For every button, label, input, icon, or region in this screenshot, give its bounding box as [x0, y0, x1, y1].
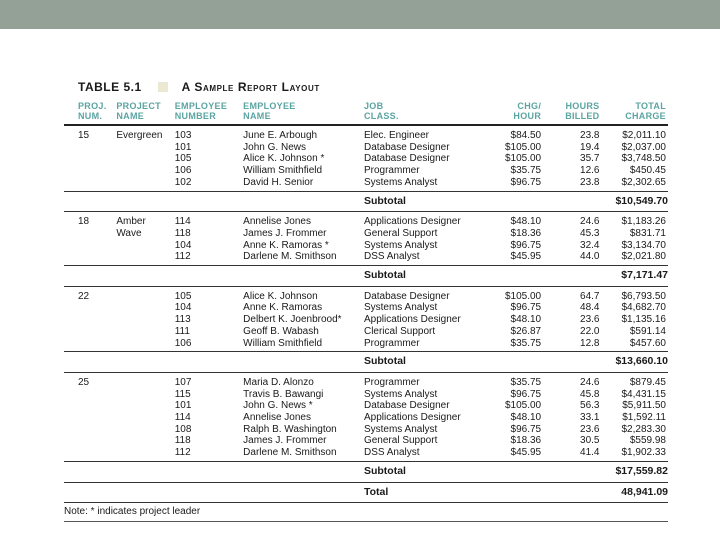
blank-cell: [116, 266, 174, 287]
employee-number-cell: 101: [174, 400, 192, 412]
employee-number-cell: 114: [174, 216, 191, 228]
table-row: [64, 153, 668, 165]
table-title: A Sample Report Layout: [181, 80, 320, 94]
employee-number-cell: 104: [174, 302, 192, 314]
blank-cell: [483, 461, 541, 482]
col-total-charge: TOTAL CHARGE: [600, 99, 669, 125]
blank-cell: [64, 461, 116, 482]
hours-billed-cell: 30.5: [580, 435, 600, 447]
employee-number-cell: 106: [174, 337, 192, 349]
chg-hour-cell: $18.36: [510, 435, 542, 447]
blank-cell: [243, 482, 364, 503]
employee-number-cell: 113: [174, 314, 191, 326]
hours-billed-cell: 19.4: [580, 141, 600, 153]
chg-hour-cell: $96.75: [510, 176, 542, 188]
total-charge-cell: $5,911.50: [622, 400, 666, 412]
proj-num-cell: [64, 338, 116, 352]
project-name-cell: [116, 326, 174, 338]
chg-hour-cell: $45.95: [510, 251, 542, 263]
hours-billed-cell: 32.4: [580, 239, 600, 251]
total-charge-cell: $2,021.80: [621, 251, 666, 263]
proj-num-cell: [64, 435, 116, 447]
blank-cell: [175, 191, 243, 212]
table-row: [64, 125, 668, 142]
project-name-cell: [116, 412, 174, 424]
subtotal-row: [64, 266, 668, 287]
table-row: [64, 251, 668, 265]
proj-num-cell: 25: [78, 376, 90, 388]
hours-billed-cell: 44.0: [580, 251, 600, 263]
chg-hour-cell: $105.00: [504, 141, 542, 153]
blank-cell: [116, 191, 174, 212]
employee-name-cell: Darlene M. Smithson: [243, 251, 337, 263]
blank-cell: [243, 461, 364, 482]
project-name-cell: Wave: [116, 227, 142, 239]
employee-name-cell: Anne K. Ramoras *: [243, 239, 329, 251]
chg-hour-cell: $18.36: [510, 227, 542, 239]
blank-cell: [175, 352, 243, 373]
table-row: [64, 240, 668, 252]
hours-billed-cell: 56.3: [580, 400, 600, 412]
blank-cell: [541, 352, 599, 373]
employee-number-cell: 118: [174, 435, 191, 447]
proj-num-cell: [64, 424, 116, 436]
chg-hour-cell: $35.75: [510, 376, 542, 388]
project-name-cell: [116, 251, 174, 265]
blank-cell: [483, 266, 541, 287]
job-class-cell: DSS Analyst: [363, 251, 420, 263]
blank-cell: [64, 352, 116, 373]
total-charge-cell: $3,134.70: [621, 239, 666, 251]
chg-hour-cell: $84.50: [510, 130, 542, 141]
employee-name-cell: David H. Senior: [243, 176, 314, 188]
project-name-cell: [116, 424, 174, 436]
total-charge-cell: $1,592.11: [622, 412, 666, 424]
chg-hour-cell: $105.00: [504, 153, 542, 165]
blank-cell: [243, 266, 364, 287]
project-name-cell: [116, 177, 174, 191]
blank-cell: [116, 352, 174, 373]
proj-num-cell: [64, 240, 116, 252]
job-class-cell: Applications Designer: [363, 412, 461, 424]
project-name-cell: [116, 286, 174, 302]
chg-hour-cell: $35.75: [510, 165, 542, 177]
proj-num-cell: [64, 153, 116, 165]
subtotal-value: $17,559.82: [600, 461, 669, 482]
employee-number-cell: 115: [174, 388, 191, 400]
total-charge-cell: $2,011.10: [622, 130, 666, 141]
footnote: Note: * indicates project leader: [64, 503, 668, 522]
blank-cell: [116, 482, 174, 503]
caption-square-icon: [158, 82, 168, 92]
subtotal-label: Subtotal: [364, 191, 483, 212]
proj-num-cell: [64, 177, 116, 191]
hours-billed-cell: 23.6: [580, 423, 600, 435]
col-employee-name: EMPLOYEE NAME: [243, 99, 364, 125]
employee-name-cell: Ralph B. Washington: [243, 423, 337, 435]
employee-number-cell: 118: [174, 227, 191, 239]
col-proj-num: PROJ. NUM.: [64, 99, 116, 125]
employee-name-cell: Maria D. Alonzo: [243, 376, 314, 388]
hours-billed-cell: 24.6: [580, 216, 600, 228]
project-name-cell: [116, 372, 174, 388]
proj-num-cell: [64, 228, 116, 240]
top-banner: [0, 0, 720, 29]
job-class-cell: Database Designer: [363, 141, 450, 153]
table-row: [64, 228, 668, 240]
hours-billed-cell: 33.1: [580, 412, 600, 424]
subtotal-row: [64, 461, 668, 482]
project-name-cell: [116, 142, 174, 154]
subtotal-value: $13,660.10: [600, 352, 669, 373]
project-name-cell: Evergreen: [116, 130, 163, 141]
employee-name-cell: William Smithfield: [243, 337, 323, 349]
job-class-cell: Programmer: [363, 337, 420, 349]
project-name-cell: Amber: [116, 216, 146, 228]
job-class-cell: Programmer: [363, 165, 420, 177]
employee-number-cell: 103: [174, 130, 192, 141]
hours-billed-cell: 23.8: [580, 130, 600, 141]
blank-cell: [175, 482, 243, 503]
table-row: [64, 142, 668, 154]
employee-number-cell: 111: [174, 325, 190, 337]
table-row: [64, 286, 668, 302]
table-number: TABLE 5.1: [78, 80, 142, 94]
job-class-cell: Systems Analyst: [363, 423, 438, 435]
employee-number-cell: 101: [174, 141, 192, 153]
total-charge-cell: $3,748.50: [621, 153, 666, 165]
employee-name-cell: John G. News *: [243, 400, 313, 412]
total-charge-cell: $4,682.70: [621, 302, 666, 314]
table-row: [64, 212, 668, 228]
chg-hour-cell: $48.10: [510, 314, 542, 326]
job-class-cell: Elec. Engineer: [363, 130, 430, 141]
total-charge-cell: $879.45: [629, 376, 666, 388]
hours-billed-cell: 45.3: [580, 227, 600, 239]
project-name-cell: [116, 165, 174, 177]
blank-cell: [483, 191, 541, 212]
hours-billed-cell: 35.7: [580, 153, 600, 165]
total-charge-cell: $450.45: [629, 165, 666, 177]
blank-cell: [243, 191, 364, 212]
employee-name-cell: June E. Arbough: [243, 130, 318, 141]
table-row: [64, 447, 668, 461]
subtotal-value: $7,171.47: [600, 266, 669, 287]
table-row: [64, 314, 668, 326]
chg-hour-cell: $96.75: [510, 388, 542, 400]
job-class-cell: Systems Analyst: [363, 388, 438, 400]
chg-hour-cell: $48.10: [510, 216, 542, 228]
total-charge-cell: $2,302.65: [621, 176, 666, 188]
employee-name-cell: Geoff B. Wabash: [243, 325, 319, 337]
subtotal-value: $10,549.70: [600, 191, 669, 212]
blank-cell: [483, 352, 541, 373]
employee-name-cell: Annelise Jones: [243, 412, 311, 424]
hours-billed-cell: 12.6: [580, 165, 600, 177]
proj-num-cell: [64, 314, 116, 326]
hours-billed-cell: 22.0: [580, 325, 600, 337]
report-table: [64, 99, 668, 503]
col-employee-number: EMPLOYEE NUMBER: [175, 99, 243, 125]
total-charge-cell: $2,037.00: [621, 141, 666, 153]
project-name-cell: [116, 338, 174, 352]
job-class-cell: Database Designer: [363, 153, 450, 165]
blank-cell: [483, 482, 541, 503]
table-row: [64, 400, 668, 412]
blank-cell: [64, 191, 116, 212]
employee-name-cell: Alice K. Johnson: [243, 290, 318, 302]
total-charge-cell: $591.14: [629, 325, 666, 337]
proj-num-cell: [64, 165, 116, 177]
proj-num-cell: [64, 142, 116, 154]
subtotal-row: [64, 352, 668, 373]
hours-billed-cell: 23.6: [580, 314, 600, 326]
employee-number-cell: 108: [174, 423, 192, 435]
total-charge-cell: $559.98: [629, 435, 666, 447]
report-document: [64, 78, 668, 522]
table-row: [64, 412, 668, 424]
hours-billed-cell: 45.8: [580, 388, 600, 400]
employee-number-cell: 104: [174, 239, 192, 251]
employee-name-cell: Darlene M. Smithson: [243, 447, 337, 459]
proj-num-cell: 22: [78, 290, 90, 302]
employee-number-cell: 106: [174, 165, 192, 177]
proj-num-cell: [64, 400, 116, 412]
table-caption: [78, 78, 668, 96]
blank-cell: [541, 482, 599, 503]
job-class-cell: DSS Analyst: [363, 447, 420, 459]
job-class-cell: Systems Analyst: [363, 176, 438, 188]
job-class-cell: Applications Designer: [363, 314, 461, 326]
table-body: [64, 125, 668, 503]
employee-name-cell: John G. News: [243, 141, 306, 153]
col-chg-hour: CHG/ HOUR: [483, 99, 541, 125]
blank-cell: [116, 461, 174, 482]
job-class-cell: Systems Analyst: [363, 302, 438, 314]
table-row: [64, 389, 668, 401]
table-row: [64, 302, 668, 314]
chg-hour-cell: $96.75: [510, 423, 542, 435]
blank-cell: [541, 461, 599, 482]
hours-billed-cell: 12.8: [580, 337, 600, 349]
blank-cell: [175, 461, 243, 482]
project-name-cell: [116, 447, 174, 461]
proj-num-cell: 18: [78, 216, 90, 228]
project-name-cell: [116, 240, 174, 252]
employee-number-cell: 102: [174, 176, 192, 188]
subtotal-row: [64, 191, 668, 212]
employee-number-cell: 105: [174, 153, 192, 165]
blank-cell: [243, 352, 364, 373]
employee-name-cell: William Smithfield: [243, 165, 323, 177]
table-row: [64, 326, 668, 338]
employee-number-cell: 112: [174, 251, 191, 263]
chg-hour-cell: $48.10: [510, 412, 542, 424]
job-class-cell: Programmer: [363, 376, 420, 388]
chg-hour-cell: $105.00: [504, 400, 542, 412]
employee-number-cell: 105: [174, 290, 192, 302]
chg-hour-cell: $96.75: [510, 302, 542, 314]
proj-num-cell: [64, 412, 116, 424]
total-charge-cell: $2,283.30: [621, 423, 666, 435]
employee-name-cell: Alice K. Johnson *: [243, 153, 325, 165]
blank-cell: [64, 266, 116, 287]
blank-cell: [541, 266, 599, 287]
hours-billed-cell: 48.4: [580, 302, 600, 314]
chg-hour-cell: $35.75: [510, 337, 542, 349]
chg-hour-cell: $26.87: [510, 325, 542, 337]
proj-num-cell: [64, 251, 116, 265]
employee-number-cell: 107: [174, 376, 192, 388]
total-charge-cell: $831.71: [629, 227, 666, 239]
total-charge-cell: $457.60: [629, 337, 666, 349]
total-label: Total: [364, 482, 483, 503]
project-name-cell: [116, 302, 174, 314]
job-class-cell: Clerical Support: [363, 325, 436, 337]
col-job-class: JOB CLASS.: [364, 99, 483, 125]
proj-num-cell: 15: [78, 130, 90, 141]
job-class-cell: Database Designer: [363, 400, 450, 412]
employee-name-cell: Delbert K. Joenbrood*: [243, 314, 342, 326]
project-name-cell: [116, 400, 174, 412]
employee-name-cell: Anne K. Ramoras: [243, 302, 323, 314]
project-name-cell: [116, 435, 174, 447]
employee-number-cell: 114: [174, 412, 191, 424]
employee-number-cell: 112: [174, 447, 191, 459]
blank-cell: [541, 191, 599, 212]
job-class-cell: General Support: [363, 435, 438, 447]
proj-num-cell: [64, 326, 116, 338]
total-row: [64, 482, 668, 503]
total-value: 48,941.09: [600, 482, 669, 503]
chg-hour-cell: $96.75: [510, 239, 542, 251]
chg-hour-cell: $45.95: [510, 447, 542, 459]
proj-num-cell: [64, 302, 116, 314]
col-hours-billed: HOURS BILLED: [541, 99, 599, 125]
total-charge-cell: $1,183.26: [621, 216, 666, 228]
total-charge-cell: $4,431.15: [621, 388, 666, 400]
table-row: [64, 424, 668, 436]
table-row: [64, 165, 668, 177]
chg-hour-cell: $105.00: [504, 290, 542, 302]
total-charge-cell: $1,902.33: [621, 447, 666, 459]
subtotal-label: Subtotal: [364, 461, 483, 482]
job-class-cell: Applications Designer: [363, 216, 461, 228]
proj-num-cell: [64, 389, 116, 401]
hours-billed-cell: 23.8: [580, 176, 600, 188]
blank-cell: [175, 266, 243, 287]
job-class-cell: Database Designer: [363, 290, 450, 302]
col-project-name: PROJECT NAME: [116, 99, 174, 125]
hours-billed-cell: 24.6: [580, 376, 600, 388]
employee-name-cell: Annelise Jones: [243, 216, 311, 228]
table-row: [64, 177, 668, 191]
employee-name-cell: James J. Frommer: [243, 227, 327, 239]
project-name-cell: [116, 314, 174, 326]
project-name-cell: [116, 389, 174, 401]
project-name-cell: [116, 153, 174, 165]
table-row: [64, 435, 668, 447]
proj-num-cell: [64, 447, 116, 461]
total-charge-cell: $1,135.16: [621, 314, 666, 326]
table-row: [64, 338, 668, 352]
subtotal-label: Subtotal: [364, 352, 483, 373]
subtotal-label: Subtotal: [364, 266, 483, 287]
employee-name-cell: Travis B. Bawangi: [243, 388, 324, 400]
job-class-cell: General Support: [363, 227, 438, 239]
employee-name-cell: James J. Frommer: [243, 435, 327, 447]
table-row: [64, 372, 668, 388]
hours-billed-cell: 41.4: [580, 447, 600, 459]
job-class-cell: Systems Analyst: [363, 239, 438, 251]
blank-cell: [64, 482, 116, 503]
header-row: [64, 99, 668, 125]
hours-billed-cell: 64.7: [580, 290, 600, 302]
total-charge-cell: $6,793.50: [621, 290, 666, 302]
